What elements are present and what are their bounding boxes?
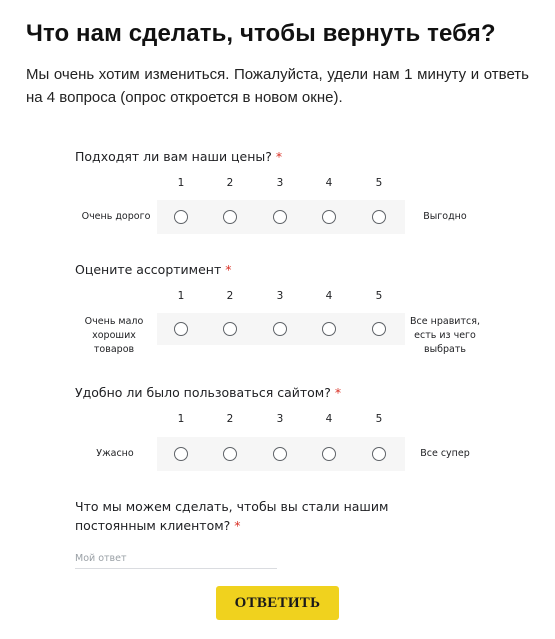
scale-low-label: Очень мало хороших товаров xyxy=(84,316,144,355)
scale-number: 3 xyxy=(276,290,284,302)
scale-low-label: Очень дорого xyxy=(81,211,151,222)
radio-option-5[interactable] xyxy=(372,447,386,461)
scale-number: 1 xyxy=(177,413,185,425)
radio-option-3[interactable] xyxy=(273,210,287,224)
radio-option-3[interactable] xyxy=(273,322,287,336)
scale-high-label: Все супер xyxy=(420,448,470,459)
scale-number: 5 xyxy=(375,177,383,189)
question-title: Подходят ли вам наши цены? * xyxy=(75,149,283,164)
scale-number: 3 xyxy=(276,177,284,189)
radio-option-1[interactable] xyxy=(174,447,188,461)
scale-number: 5 xyxy=(375,413,383,425)
scale-number: 1 xyxy=(177,290,185,302)
scale-number: 5 xyxy=(375,290,383,302)
scale-number: 3 xyxy=(276,413,284,425)
radio-option-2[interactable] xyxy=(223,322,237,336)
scale-number: 2 xyxy=(226,290,234,302)
scale-number: 2 xyxy=(226,177,234,189)
radio-option-2[interactable] xyxy=(223,447,237,461)
answer-input[interactable] xyxy=(75,548,277,569)
radio-option-5[interactable] xyxy=(372,210,386,224)
scale-number: 4 xyxy=(325,290,333,302)
radio-option-5[interactable] xyxy=(372,322,386,336)
radio-option-4[interactable] xyxy=(322,322,336,336)
question-title: Оцените ассортимент * xyxy=(75,262,232,277)
question-title: Что мы можем сделать, чтобы вы стали нашим постоянным клиентом? * xyxy=(75,499,389,533)
intro-text: Мы очень хотим измениться. Пожалуйста, удели нам 1 минуту и ответь на 4 вопроса (опрос откроется в новом окне). xyxy=(26,66,529,106)
radio-option-2[interactable] xyxy=(223,210,237,224)
radio-option-1[interactable] xyxy=(174,322,188,336)
required-mark: * xyxy=(234,518,241,533)
scale-high-label: Выгодно xyxy=(423,211,467,222)
question-title: Удобно ли было пользоваться сайтом? * xyxy=(75,385,342,400)
radio-option-3[interactable] xyxy=(273,447,287,461)
required-mark: * xyxy=(275,149,283,164)
scale-number: 4 xyxy=(325,413,333,425)
scale-number: 4 xyxy=(325,177,333,189)
radio-option-4[interactable] xyxy=(322,210,336,224)
radio-option-4[interactable] xyxy=(322,447,336,461)
submit-button[interactable]: ОТВЕТИТЬ xyxy=(216,586,339,620)
scale-number: 2 xyxy=(226,413,234,425)
required-mark: * xyxy=(225,262,232,277)
radio-option-1[interactable] xyxy=(174,210,188,224)
scale-low-label: Ужасно xyxy=(96,448,134,459)
required-mark: * xyxy=(334,385,342,400)
scale-number: 1 xyxy=(177,177,185,189)
scale-high-label: Все нравится, есть из чего выбрать xyxy=(410,316,480,355)
page-title: Что нам сделать, чтобы вернуть тебя? xyxy=(26,20,496,47)
